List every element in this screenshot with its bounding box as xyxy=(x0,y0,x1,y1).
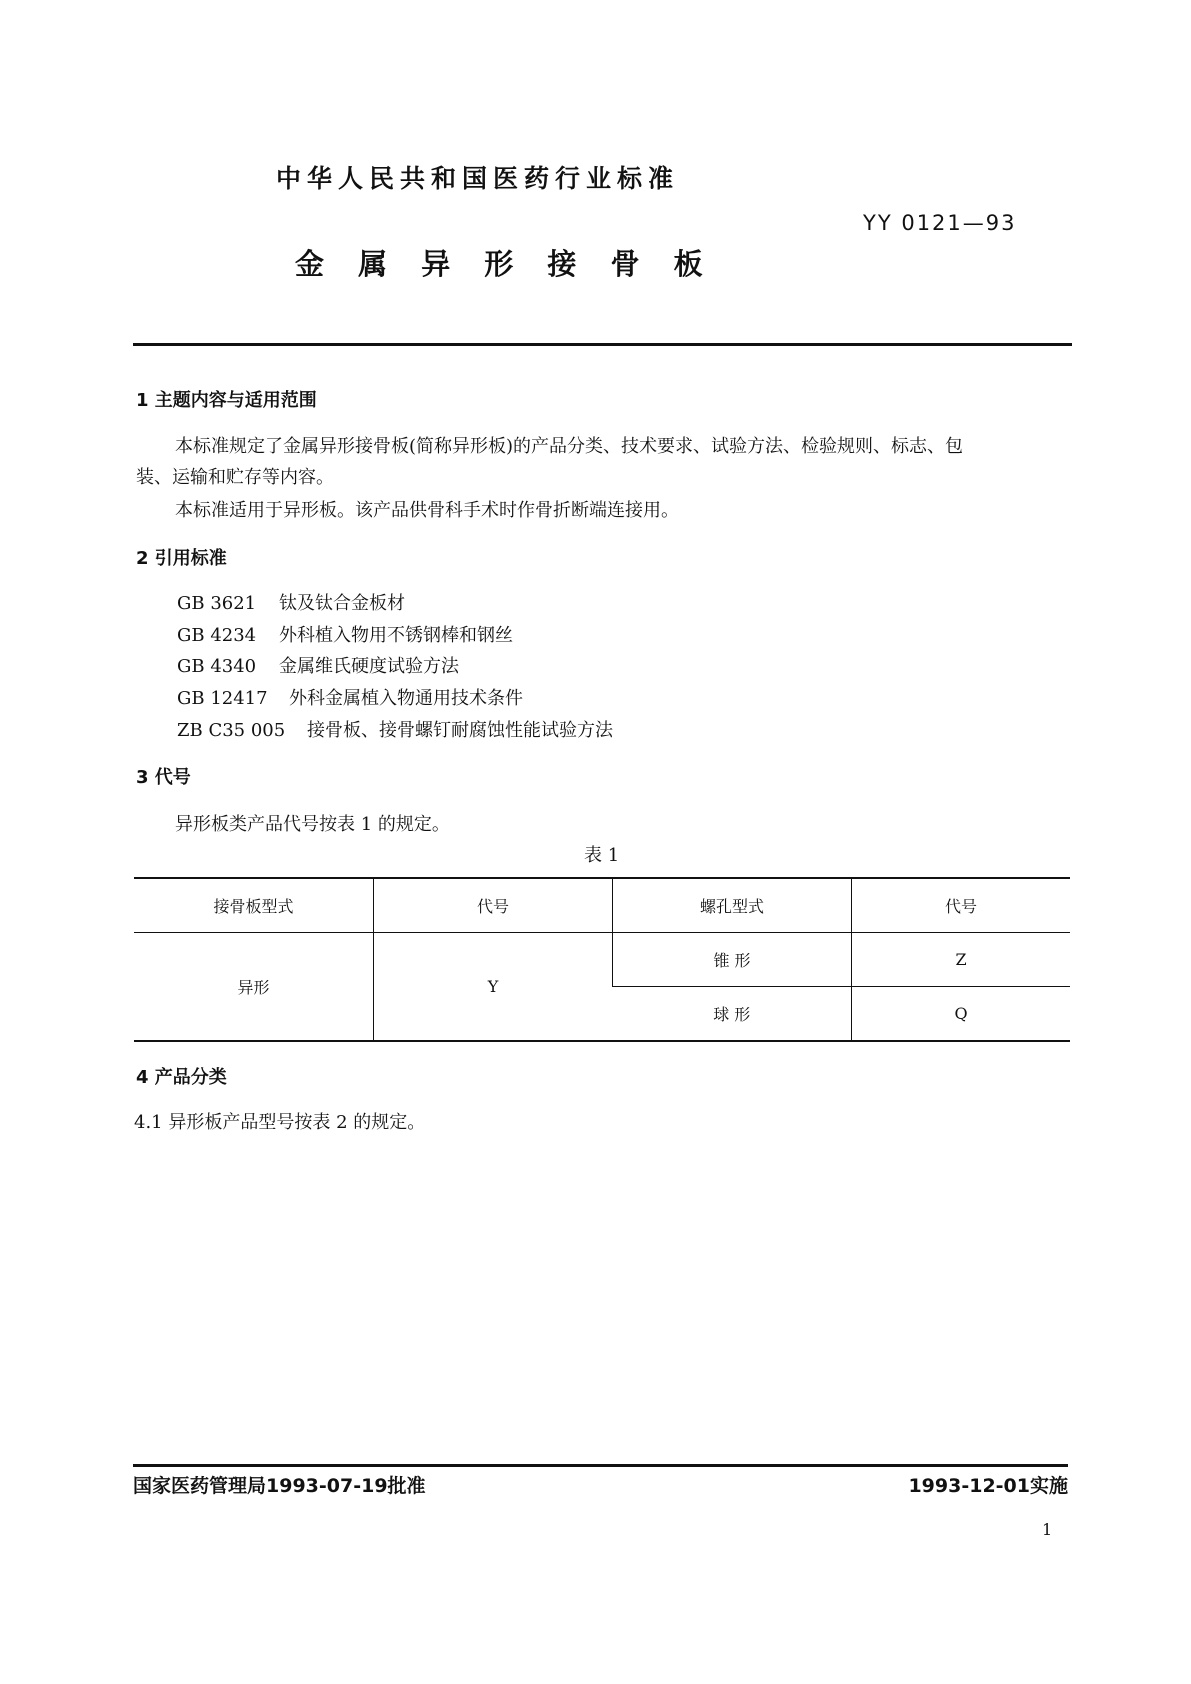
section-1-paragraph-2: 本标准适用于异形板。该产品供骨科手术时作骨折断端连接用。 xyxy=(175,500,679,521)
reference-title: 外科金属植入物通用技术条件 xyxy=(289,688,523,709)
header-hole-type: 螺孔型式 xyxy=(613,878,852,933)
cell-hole-type: 球 形 xyxy=(613,987,852,1042)
reference-code: GB 3621 xyxy=(177,593,257,614)
reference-title: 钛及钛合金板材 xyxy=(279,593,405,614)
table-header-row xyxy=(134,878,1070,933)
section-4-heading: 4 产品分类 xyxy=(136,1067,227,1088)
org-title: 中华人民共和国医药行业标准 xyxy=(276,164,680,193)
table-row xyxy=(134,933,1070,987)
cell-hole-type: 锥 形 xyxy=(613,933,852,987)
section-4-1-text: 4.1 异形板产品型号按表 2 的规定。 xyxy=(134,1112,426,1133)
approval-date: 国家医药管理局1993-07-19批准 xyxy=(133,1475,426,1497)
effective-date: 1993-12-01实施 xyxy=(908,1475,1068,1497)
reference-title: 金属维氏硬度试验方法 xyxy=(279,656,459,677)
reference-item xyxy=(177,595,405,613)
reference-code: ZB C35 005 xyxy=(177,720,286,741)
header-plate-type: 接骨板型式 xyxy=(134,878,374,933)
reference-code: GB 12417 xyxy=(177,688,268,709)
reference-item xyxy=(177,627,513,645)
header-rule xyxy=(133,343,1072,346)
cell-hole-code: Q xyxy=(852,987,1071,1042)
cell-hole-code: Z xyxy=(852,933,1071,987)
reference-code: GB 4340 xyxy=(177,656,257,677)
section-3-heading: 3 代号 xyxy=(136,767,191,788)
section-1-paragraph-1: 本标准规定了金属异形接骨板(简称异形板)的产品分类、技术要求、试验方法、检验规则、标志、包 xyxy=(175,436,964,457)
document-title: 金 属 异 形 接 骨 板 xyxy=(295,247,715,281)
code-table xyxy=(134,877,1070,1042)
page-number: 1 xyxy=(1042,1520,1053,1539)
reference-item xyxy=(177,722,613,740)
reference-title: 外科植入物用不锈钢棒和钢丝 xyxy=(279,625,513,646)
reference-item xyxy=(177,690,523,708)
cell-plate-type: 异形 xyxy=(134,933,374,1042)
reference-code: GB 4234 xyxy=(177,625,257,646)
reference-title: 接骨板、接骨螺钉耐腐蚀性能试验方法 xyxy=(307,720,613,741)
header-hole-code: 代号 xyxy=(852,878,1071,933)
footer-rule xyxy=(133,1464,1068,1467)
header-plate-code: 代号 xyxy=(374,878,613,933)
table-caption: 表 1 xyxy=(584,845,620,866)
section-1-heading: 1 主题内容与适用范围 xyxy=(136,390,317,411)
section-3-text: 异形板类产品代号按表 1 的规定。 xyxy=(175,814,450,835)
reference-item xyxy=(177,658,459,676)
section-2-heading: 2 引用标准 xyxy=(136,548,227,569)
standard-code: YY 0121—93 xyxy=(863,211,1017,235)
cell-plate-code: Y xyxy=(374,933,613,1042)
section-1-paragraph-1-cont: 装、运输和贮存等内容。 xyxy=(136,467,334,488)
